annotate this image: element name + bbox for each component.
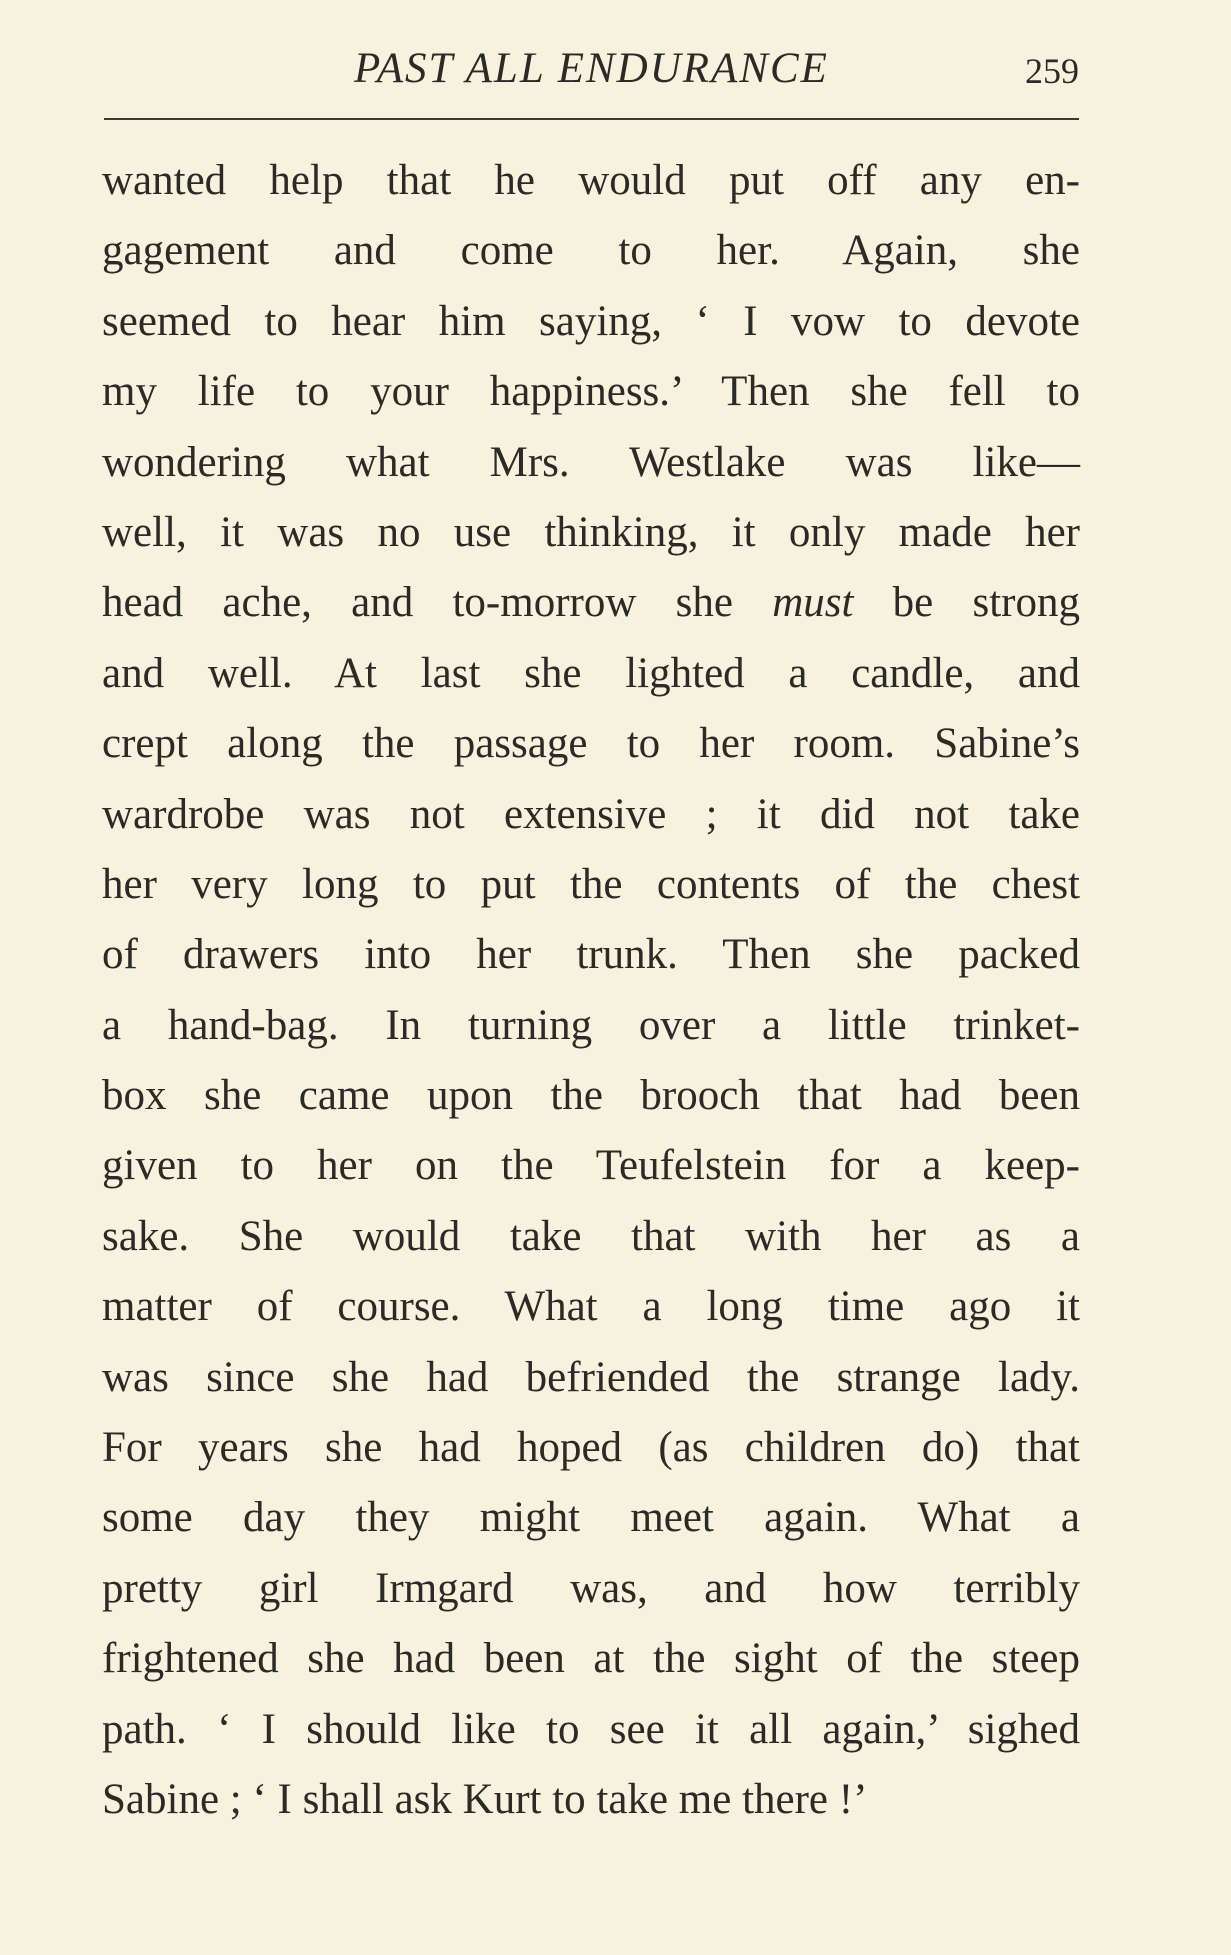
body-text <box>102 146 1080 1835</box>
header-rule <box>104 118 1079 120</box>
page-number: 259 <box>1025 51 1079 91</box>
text-line: given to her on the Teufelstein for a keep- <box>102 1142 1080 1190</box>
text-run: be strong <box>853 579 1080 627</box>
text-line: gagement and come to her. Again, she <box>102 227 1080 275</box>
text-line: For years she had hoped (as children do) that <box>102 1424 1080 1472</box>
text-line: my life to your happiness.’ Then she fell to <box>102 368 1080 416</box>
text-line: a hand-bag. In turning over a little trinket- <box>102 1001 1080 1049</box>
text-line: path. ‘ I should like to see it all again,’ sighed <box>102 1705 1080 1753</box>
text-line: box she came upon the brooch that had been <box>102 1072 1080 1120</box>
text-line: seemed to hear him saying, ‘ I vow to devote <box>102 297 1080 345</box>
text-line: wondering what Mrs. Westlake was like— <box>102 438 1080 486</box>
text-line: and well. At last she lighted a candle, and <box>102 649 1080 697</box>
text-line: sake. She would take that with her as a <box>102 1212 1080 1260</box>
emphasized-word: must <box>772 579 854 627</box>
text-line: pretty girl Irmgard was, and how terribly <box>102 1564 1080 1612</box>
text-line: wanted help that he would put off any en- <box>102 157 1080 204</box>
text-line: some day they might meet again. What a <box>102 1494 1080 1542</box>
text-line: her very long to put the contents of the chest <box>102 860 1080 908</box>
text-line: matter of course. What a long time ago it <box>102 1283 1080 1331</box>
text-line: was since she had befriended the strange lady. <box>102 1353 1080 1401</box>
text-run: head ache, and to-morrow she <box>102 579 773 627</box>
text-line <box>102 568 1080 638</box>
running-title: PAST ALL ENDURANCE <box>354 45 829 92</box>
text-line: frightened she had been at the sight of the steep <box>102 1635 1080 1683</box>
text-line: Sabine ; ‘ I shall ask Kurt to take me there !’ <box>102 1775 868 1823</box>
text-line: of drawers into her trunk. Then she packed <box>102 931 1080 979</box>
running-head <box>104 40 1079 100</box>
text-line: well, it was no use thinking, it only made her <box>102 508 1080 556</box>
text-line: crept along the passage to her room. Sabine’s <box>102 720 1080 768</box>
text-line: wardrobe was not extensive ; it did not take <box>102 790 1080 838</box>
